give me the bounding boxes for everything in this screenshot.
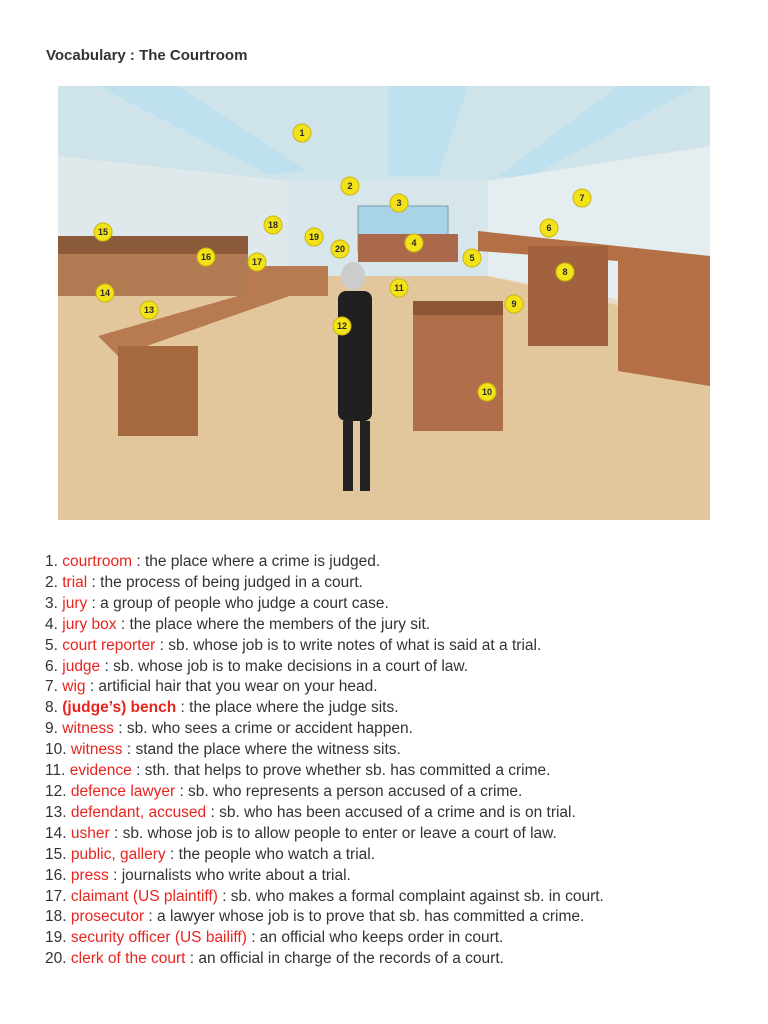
list-item xyxy=(45,907,604,928)
item-number: 14. xyxy=(45,824,67,842)
callout-20 xyxy=(331,240,349,258)
list-item xyxy=(45,866,604,887)
svg-text:10: 10 xyxy=(481,387,493,397)
item-number: 8. xyxy=(45,699,58,717)
page-title: Vocabulary : The Courtroom xyxy=(46,47,248,64)
item-definition: : the place where the judge sits. xyxy=(176,699,399,717)
list-item xyxy=(45,928,604,949)
item-number: 7. xyxy=(45,678,58,696)
item-number: 2. xyxy=(45,573,58,591)
item-definition: : the place where a crime is judged. xyxy=(132,553,381,570)
item-term: jury xyxy=(62,594,88,612)
item-term: defence lawyer xyxy=(70,782,176,800)
list-item xyxy=(45,782,604,803)
item-term: clerk of the court xyxy=(70,950,186,968)
item-term: (judge’s) bench xyxy=(62,699,177,717)
item-definition: : sth. that helps to prove whether sb. has committed a crime. xyxy=(131,762,551,780)
svg-text:15: 15 xyxy=(97,227,109,237)
svg-text:16: 16 xyxy=(200,252,212,262)
item-definition: : the process of being judged in a court. xyxy=(87,573,363,591)
item-definition: : sb. whose job is to make decisions in a court of law. xyxy=(100,657,469,675)
item-number: 5. xyxy=(45,636,58,654)
item-definition: : journalists who write about a trial. xyxy=(108,866,351,884)
svg-text:14: 14 xyxy=(99,288,111,298)
callout-10 xyxy=(478,383,496,401)
callout-13 xyxy=(140,301,158,319)
svg-text:8: 8 xyxy=(562,267,568,277)
callout-8 xyxy=(556,263,574,281)
list-item xyxy=(45,803,604,824)
svg-text:4: 4 xyxy=(411,238,417,248)
svg-text:9: 9 xyxy=(511,299,517,309)
item-number: 18. xyxy=(45,908,67,926)
item-definition: : sb. who makes a formal complaint against sb. in court. xyxy=(217,887,604,905)
item-number: 20. xyxy=(45,950,67,968)
list-item xyxy=(45,949,604,970)
callout-17 xyxy=(248,253,266,271)
list-item xyxy=(45,845,604,866)
item-term: judge xyxy=(62,657,101,675)
svg-text:3: 3 xyxy=(396,198,402,208)
item-term: usher xyxy=(70,824,110,842)
callout-19 xyxy=(305,228,323,246)
item-definition: : the place where the members of the jury sit. xyxy=(116,615,431,633)
list-item xyxy=(45,719,604,740)
item-definition: : a lawyer whose job is to prove that sb. has committed a crime. xyxy=(144,908,585,926)
list-item xyxy=(45,887,604,908)
item-term: security officer (US bailiff) xyxy=(70,929,247,947)
svg-text:17: 17 xyxy=(251,257,263,267)
callout-14 xyxy=(96,284,114,302)
item-definition: : the people who watch a trial. xyxy=(165,845,376,863)
item-term: witness xyxy=(62,720,114,738)
list-item xyxy=(45,573,604,594)
item-number: 17. xyxy=(45,887,67,905)
item-definition: : sb. who represents a person accused of a crime. xyxy=(175,782,523,800)
list-item xyxy=(45,657,604,678)
list-item xyxy=(45,636,604,657)
item-definition: : stand the place where the witness sits. xyxy=(122,741,401,759)
callout-18 xyxy=(264,216,282,234)
svg-text:20: 20 xyxy=(334,244,346,254)
courtroom-illustration xyxy=(58,86,710,520)
list-item xyxy=(45,740,604,761)
item-term: jury box xyxy=(62,615,117,633)
svg-text:7: 7 xyxy=(579,193,585,203)
item-number: 13. xyxy=(45,803,67,821)
item-number: 4. xyxy=(45,615,58,633)
callout-7 xyxy=(573,189,591,207)
list-item xyxy=(45,677,604,698)
item-definition: : an official in charge of the records of a court. xyxy=(185,950,504,968)
item-term: trial xyxy=(62,573,88,591)
svg-text:11: 11 xyxy=(394,283,404,293)
callout-1 xyxy=(293,124,311,142)
svg-text:13: 13 xyxy=(143,305,155,315)
item-term: witness xyxy=(70,741,123,759)
callout-3 xyxy=(390,194,408,212)
callout-9 xyxy=(505,295,523,313)
item-definition: : sb. whose job is to write notes of what is said at a trial. xyxy=(155,636,542,654)
callout-12 xyxy=(333,317,351,335)
item-definition: : sb. who sees a crime or accident happen. xyxy=(113,720,413,738)
item-number: 9. xyxy=(45,720,58,738)
item-term: court reporter xyxy=(62,636,156,654)
item-definition: : sb. who has been accused of a crime and is on trial. xyxy=(206,803,576,821)
item-definition: : artificial hair that you wear on your head. xyxy=(85,678,378,696)
item-term: press xyxy=(70,866,109,884)
callout-6 xyxy=(540,219,558,237)
list-item xyxy=(45,761,604,782)
item-term: defendant, accused xyxy=(70,803,207,821)
item-term: wig xyxy=(62,678,86,696)
list-item xyxy=(45,824,604,845)
item-term: evidence xyxy=(69,762,132,780)
item-number: 16. xyxy=(45,866,67,884)
item-definition: : sb. whose job is to allow people to enter or leave a court of law. xyxy=(109,824,557,842)
item-number: 1. xyxy=(45,553,58,570)
callout-11 xyxy=(390,279,408,297)
callout-4 xyxy=(405,234,423,252)
callout-16 xyxy=(197,248,215,266)
vocabulary-list xyxy=(45,552,604,970)
list-item xyxy=(45,594,604,615)
item-number: 15. xyxy=(45,845,67,863)
callout-5 xyxy=(463,249,481,267)
item-definition: : an official who keeps order in court. xyxy=(246,929,504,947)
svg-text:6: 6 xyxy=(546,223,552,233)
item-term: courtroom xyxy=(62,553,133,570)
callout-2 xyxy=(341,177,359,195)
svg-text:5: 5 xyxy=(469,253,475,263)
item-number: 10. xyxy=(45,741,67,759)
list-item xyxy=(45,698,604,719)
item-term: prosecutor xyxy=(70,908,145,926)
list-item xyxy=(45,615,604,636)
item-number: 11. xyxy=(45,762,66,780)
svg-text:1: 1 xyxy=(299,128,305,138)
svg-text:18: 18 xyxy=(267,220,279,230)
item-number: 3. xyxy=(45,594,58,612)
svg-text:12: 12 xyxy=(336,321,348,331)
item-number: 19. xyxy=(45,929,67,947)
svg-text:2: 2 xyxy=(347,181,353,191)
item-number: 6. xyxy=(45,657,58,675)
item-term: claimant (US plaintiff) xyxy=(70,887,218,905)
item-number: 12. xyxy=(45,782,67,800)
item-definition: : a group of people who judge a court case. xyxy=(87,594,389,612)
svg-text:19: 19 xyxy=(308,232,320,242)
item-term: public, gallery xyxy=(70,845,166,863)
list-item xyxy=(45,552,604,573)
callout-15 xyxy=(94,223,112,241)
